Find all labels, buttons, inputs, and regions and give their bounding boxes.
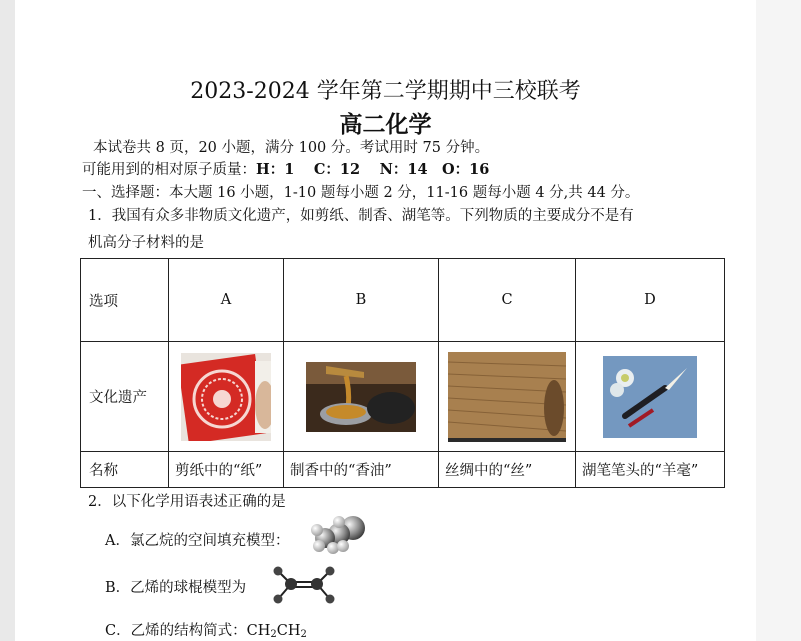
- table-row: [81, 342, 725, 452]
- row-label-name: 名称: [81, 452, 169, 488]
- atomic-mass-line: [82, 158, 489, 179]
- option-a: A: [169, 259, 284, 342]
- row-label-option: 选项: [81, 259, 169, 342]
- q2-option-c-label: C．乙烯的结构简式：: [105, 623, 247, 639]
- table-row: [81, 452, 725, 488]
- space-filling-model-icon: [309, 514, 365, 556]
- q2-option-c: C．乙烯的结构简式：CH2CH2: [105, 623, 307, 640]
- silk-roll-photo-icon: [448, 352, 566, 442]
- name-b: 制香中的“香油”: [284, 452, 439, 488]
- option-b: B: [284, 259, 439, 342]
- name-c: 丝绸中的“丝”: [439, 452, 576, 488]
- incense-oil-photo-icon: [306, 362, 416, 432]
- atomic-mass-label: 可能用到的相对原子质量：: [82, 162, 256, 178]
- name-d: 湖笔笔头的“羊毫”: [576, 452, 725, 488]
- intro-line: 本试卷共 8 页，20 小题，满分 100 分。考试用时 75 分钟。: [93, 140, 490, 156]
- q2-option-b: B．乙烯的球棍模型为: [105, 580, 247, 596]
- table-row: [81, 259, 725, 342]
- ball-stick-model-icon: [269, 562, 339, 608]
- paper-cut-photo-icon: [181, 353, 271, 441]
- q1-stem-line1: 1．我国有众多非物质文化遗产，如剪纸、制香、湖笔等。下列物质的主要成分不是有: [88, 208, 634, 224]
- document-gutter: [756, 0, 801, 641]
- option-d: D: [576, 259, 725, 342]
- exam-title: 2023-2024 学年第二学期期中三校联考: [190, 79, 581, 104]
- q2-option-a: A．氯乙烷的空间填充模型：: [105, 533, 290, 549]
- brush-pen-photo-icon: [603, 356, 697, 438]
- q1-options-table: [80, 258, 725, 488]
- row-label-heritage: 文化遗产: [81, 342, 169, 452]
- atomic-mass-values: H：1 C：12 N：14 O：16: [256, 161, 490, 178]
- document-page: [15, 0, 756, 641]
- q2-stem: 2．以下化学用语表述正确的是: [88, 494, 286, 510]
- q1-stem-line2: 机高分子材料的是: [88, 235, 204, 251]
- section-heading: 一、选择题：本大题 16 小题，1-10 题每小题 2 分，11-16 题每小题 4 分,共 44 分。: [82, 185, 640, 201]
- option-c: C: [439, 259, 576, 342]
- subject-title: 高二化学: [339, 111, 432, 138]
- name-a: 剪纸中的“纸”: [169, 452, 284, 488]
